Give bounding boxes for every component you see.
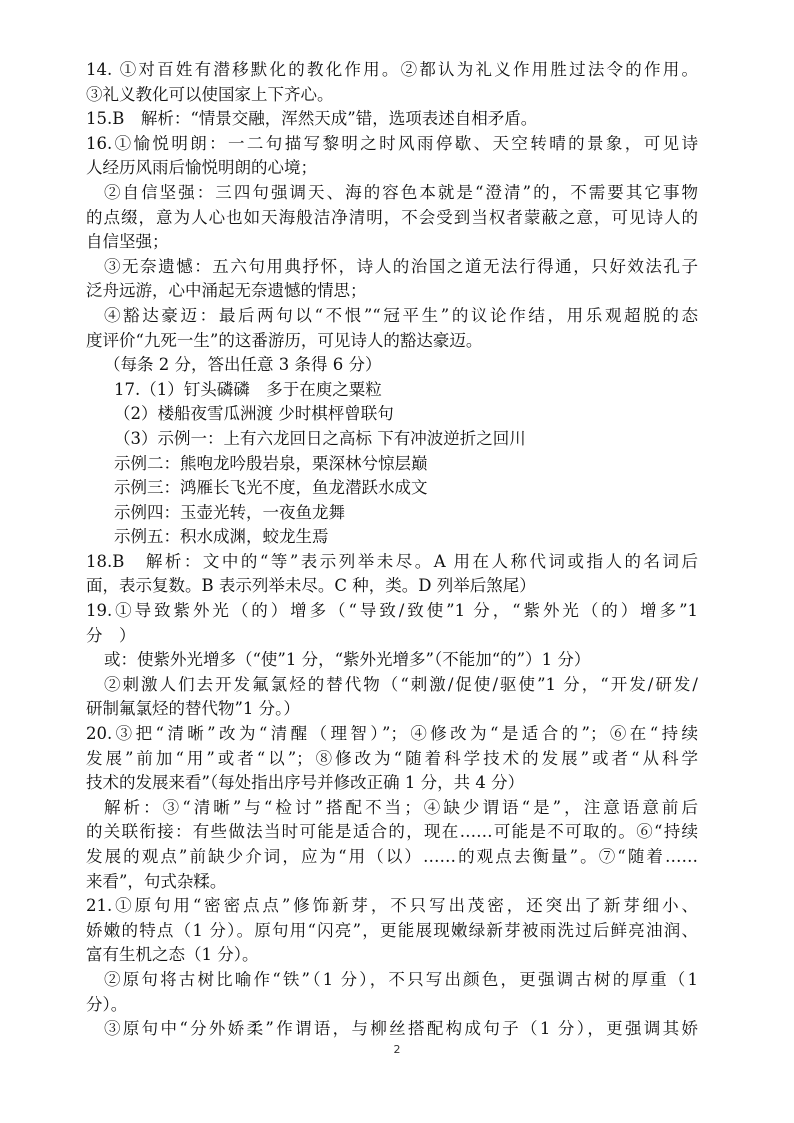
text-line: 分）。 xyxy=(86,994,128,1014)
text-line: 人经历风雨后愉悦明朗的心境； xyxy=(86,158,317,178)
text-line: （每条 2 分，答出任意 3 条得 6 分） xyxy=(104,355,382,375)
text-line: 解析：③“清晰”与“检讨”搭配不当；④缺少谓语“是”，注意语意前后 xyxy=(104,797,698,817)
text-line: 19.①导致紫外光（的）增多（“导致/致使”1 分，“紫外光（的）增多”1 xyxy=(86,601,698,621)
text-line: （3）示例一：上有六龙回日之高标 下有冲波逆折之回川 xyxy=(114,428,526,448)
text-line: 15.B 解析：“情景交融，浑然天成”错，选项表述自相矛盾。 xyxy=(86,109,538,129)
text-line: 来看”，句式杂糅。 xyxy=(86,871,227,891)
text-line: ③礼义教化可以使国家上下齐心。 xyxy=(86,84,334,104)
text-line: ②刺激人们去开发氟氯烃的替代物（“刺激/促使/驱使”1 分，“开发/研发/ xyxy=(104,674,698,694)
text-line: 18.B 解析：文中的“等”表示列举未尽。A 用在人称代词或指人的名词后 xyxy=(86,551,698,571)
text-line: 娇嫩的特点（1 分）。原句用“闪亮”，更能展现嫩绿新芽被雨洗过后鲜亮油润、 xyxy=(86,920,698,940)
text-line: 17.（1）钉头磷磷 多于在庾之粟粒 xyxy=(114,379,382,399)
text-line: 示例四：玉壶光转，一夜鱼龙舞 xyxy=(114,502,345,522)
text-line: 技术的发展来看”（每处指出序号并修改正确 1 分，共 4 分） xyxy=(86,773,525,793)
text-line: 的点缀，意为人心也如天海般洁净清明，不会受到当权者蒙蔽之意，可见诗人的 xyxy=(86,207,698,227)
text-line: ②自信坚强：三四句强调天、海的容色本就是“澄清”的，不需要其它事物 xyxy=(104,182,698,202)
text-line: 的关联衔接：有些做法当时可能是适合的，现在……可能是不可取的。⑥“持续 xyxy=(86,822,698,842)
text-line: 示例三：鸿雁长飞光不度，鱼龙潜跃水成文 xyxy=(114,478,428,498)
text-line: 度评价“九死一生”的这番游历，可见诗人的豁达豪迈。 xyxy=(86,330,483,350)
text-line: 泛舟远游，心中涌起无奈遗憾的情思； xyxy=(86,281,367,301)
text-line: 14. ①对百姓有潜移默化的教化作用。②都认为礼义作用胜过法令的作用。 xyxy=(86,60,698,79)
text-line: 发展”前加“用”或者“以”；⑧修改为“随着科学技术的发展”或者“从科学 xyxy=(86,748,698,768)
text-line: 16.①愉悦明朗：一二句描写黎明之时风雨停歇、天空转晴的景象，可见诗 xyxy=(86,133,698,153)
text-line: 示例二：熊咆龙吟殷岩泉，栗深林兮惊层巅 xyxy=(114,453,428,473)
text-line: ③原句中“分外娇柔”作谓语，与柳丝搭配构成句子（1 分），更强调其娇 xyxy=(104,1019,698,1039)
answer-text-body xyxy=(86,58,698,1042)
text-line: 发展的观点”前缺少介词，应为“用（以）……的观点去衡量”。⑦“随着…… xyxy=(86,847,698,866)
text-line: 自信坚强； xyxy=(86,232,169,252)
text-line: 富有生机之态（1 分）。 xyxy=(86,945,259,965)
text-line: （2）楼船夜雪瓜洲渡 少时棋枰曾联句 xyxy=(114,404,394,424)
text-line: 分 ） xyxy=(86,625,136,645)
text-line: 或：使紫外光增多（“使”1 分，“紫外光增多”（不能加“的”）1 分） xyxy=(104,650,591,670)
text-line: ③无奈遗憾：五六句用典抒怀，诗人的治国之道无法行得通，只好效法孔子 xyxy=(104,256,698,276)
text-line: 面，表示复数。B 表示列举未尽。C 种，类。D 列举后煞尾） xyxy=(86,576,536,596)
text-line: 21.①原句用“密密点点”修饰新芽，不只写出茂密，还突出了新芽细小、 xyxy=(86,896,698,916)
text-line: 20.③把“清晰”改为“清醒（理智）”；④修改为“是适合的”；⑥在“持续 xyxy=(86,724,698,744)
text-line: ②原句将古树比喻作“铁”（1 分），不只写出颜色，更强调古树的厚重（1 xyxy=(104,969,698,989)
text-line: ④豁达豪迈：最后两句以“不恨”“冠平生”的议论作结，用乐观超脱的态 xyxy=(104,305,698,325)
page-number: 2 xyxy=(393,1043,401,1056)
text-line: 研制氟氯烃的替代物”1 分。） xyxy=(86,699,300,719)
text-line: 示例五：积水成渊，蛟龙生焉 xyxy=(114,527,329,547)
